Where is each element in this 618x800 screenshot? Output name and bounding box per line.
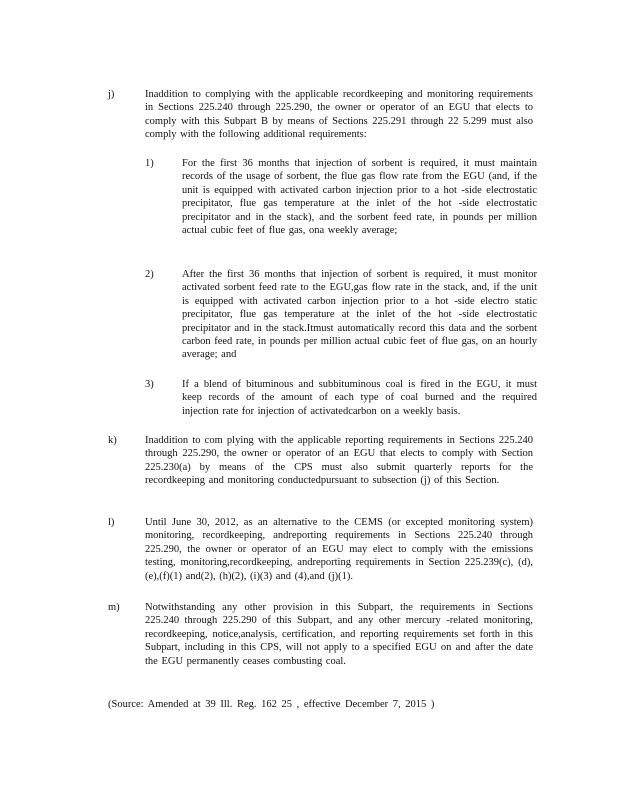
paragraph-l-marker: l) [108, 517, 115, 528]
subparagraph-j-3-marker: 3) [145, 379, 154, 390]
paragraph-m-marker: m) [108, 602, 120, 613]
paragraph-m-text: Notwithstanding any other provision in this Subpart, the requirements in Sections 225.240 through 225.290 of this Subpart, and any other mercury -related monitoring, recordkeeping, notice,analysis, certification, and reporting requirements set forth in this Subpart, including in this CPS, will not apply to a specified EGU on and after the date the EGU permanently ceases combusting coal. [145, 602, 533, 667]
paragraph-k-marker: k) [108, 435, 117, 446]
subparagraph-j-2-marker: 2) [145, 269, 154, 280]
paragraph-j-marker: j) [108, 89, 115, 100]
subparagraph-j-1-text: For the first 36 months that injection of sorbent is required, it must maintain records of the usage of sorbent, the flue gas flow rate from the EGU (and, if the unit is equipped with activated carbon injection prior to a hot -side electrostatic precipitator, flue gas temperature at the inlet of the hot -side electrostatic precipitator and in the stack), and the sorbent feed rate, in pounds per million actual cubic feet of flue gas, ona weekly average; [182, 158, 537, 237]
paragraph-l-text: Until June 30, 2012, as an alternative to the CEMS (or excepted monitoring system) monitoring, recordkeeping, andreporting requirements in Sections 225.240 through 225.290, the owner or operator of an EGU may elect to comply with the emissions testing, monitoring,recordkeeping, andreporting requirements in Section 225.239(c), (d), (e),(f)(1) and(2), (h)(2), (i)(3) and (4),and (j)(1). [145, 517, 533, 582]
paragraph-k-text: Inaddition to com plying with the applicable reporting requirements in Sections 225.240 through 225.290, the owner or operator of an EGU that elects to comply with Section 225.230(a) by means of the CPS must also submit quarterly reports for the recordkeeping and monitoring conductedpursuant to subsection (j) of this Section. [145, 435, 533, 487]
subparagraph-j-1-marker: 1) [145, 158, 154, 169]
subparagraph-j-3-text: If a blend of bituminous and subbituminous coal is fired in the EGU, it must keep records of the amount of each type of coal burned and the required injection rate for injection of activatedcarbon on a weekly basis. [182, 379, 537, 417]
source-note: (Source: Amended at 39 Ill. Reg. 162 25 , effective December 7, 2015 ) [108, 699, 435, 710]
paragraph-j-text: Inaddition to complying with the applicable recordkeeping and monitoring requirements in Sections 225.240 through 225.290, the owner or operator of an EGU that elects to comply with this Subpart B by means of Sections 225.291 through 22 5.299 must also comply with the following additional requirements: [145, 89, 533, 141]
subparagraph-j-2-text: After the first 36 months that injection of sorbent is required, it must monitor activated sorbent feed rate to the EGU,gas flow rate in the stack, and, if the unit is equipped with activated carbon injection prior to a hot -side electro static precipitator, flue gas temperature at the inlet of the hot -side electrostatic precipitator and in the stack.Itmust automatically record this data and the sorbent carbon feed rate, in pounds per million actual cubic feet of flue gas, on an hourly average; and [182, 269, 537, 361]
